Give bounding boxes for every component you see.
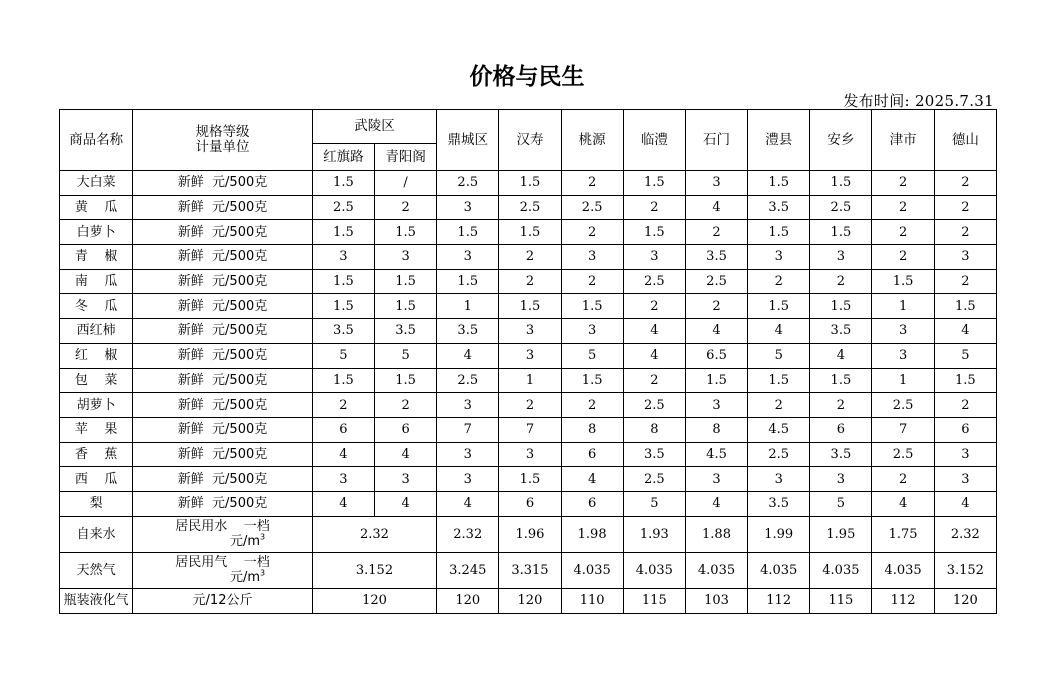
- price-cell: 4: [872, 491, 934, 516]
- price-cell: 1.5: [312, 269, 374, 294]
- item-name: [60, 343, 133, 368]
- item-spec-line1: 居民用气 一档: [175, 555, 270, 571]
- price-cell: 1.5: [312, 220, 374, 245]
- header-region: 安乡: [810, 110, 872, 171]
- price-cell: 1.5: [374, 368, 436, 393]
- price-cell: 3.5: [810, 442, 872, 467]
- price-cell: 6: [934, 417, 996, 442]
- table-row: [60, 319, 997, 344]
- price-cell: 5: [810, 491, 872, 516]
- price-cell: 4: [561, 467, 623, 492]
- price-cell: 4: [685, 195, 747, 220]
- price-cell: 1.5: [810, 220, 872, 245]
- price-cell: 2: [872, 467, 934, 492]
- price-cell: 1.5: [374, 269, 436, 294]
- price-cell: 3: [437, 195, 499, 220]
- price-cell: 2: [934, 220, 996, 245]
- price-cell: 2: [561, 393, 623, 418]
- table-row: [60, 417, 997, 442]
- price-cell: 2: [872, 220, 934, 245]
- item-spec: [133, 319, 313, 344]
- table-row: [60, 171, 997, 196]
- item-name-text: 西红柿: [76, 323, 116, 339]
- item-name-text: 苹 果: [74, 422, 118, 438]
- item-spec: [133, 245, 313, 270]
- price-cell: 3: [685, 467, 747, 492]
- price-cell: 3: [872, 343, 934, 368]
- price-cell: 2.5: [623, 393, 685, 418]
- item-name-text: 包 菜: [74, 372, 118, 388]
- price-cell: 4: [312, 442, 374, 467]
- price-cell: 3.5: [748, 491, 810, 516]
- price-cell: 2: [561, 171, 623, 196]
- price-cell: 1.75: [872, 516, 934, 552]
- price-cell: 2: [872, 195, 934, 220]
- price-cell: 1: [872, 294, 934, 319]
- item-spec: [133, 368, 313, 393]
- item-name: [60, 491, 133, 516]
- item-name: 天然气: [60, 552, 133, 588]
- price-cell: 4: [623, 319, 685, 344]
- price-cell: 2: [312, 393, 374, 418]
- price-cell: 4.035: [623, 552, 685, 588]
- item-spec-unit-sup: 3: [259, 532, 266, 542]
- item-spec-unit: 元/m: [229, 534, 260, 550]
- item-spec-text: 新鲜 元/500克: [177, 200, 268, 216]
- price-cell: 6: [312, 417, 374, 442]
- price-cell: 3: [872, 319, 934, 344]
- item-name: 自来水: [60, 516, 133, 552]
- price-cell: 4.035: [561, 552, 623, 588]
- item-name-text: 西 瓜: [74, 471, 118, 487]
- item-spec: [133, 442, 313, 467]
- price-cell: 3: [374, 245, 436, 270]
- price-cell: 2: [810, 393, 872, 418]
- item-spec-unit-sup: 3: [259, 568, 266, 578]
- price-cell: 2.5: [561, 195, 623, 220]
- price-cell: 7: [499, 417, 561, 442]
- price-cell: 1.5: [374, 294, 436, 319]
- price-cell: 4.035: [872, 552, 934, 588]
- price-cell: 1.93: [623, 516, 685, 552]
- price-cell: 4: [685, 319, 747, 344]
- price-table: [59, 109, 997, 614]
- price-cell: 1.5: [561, 368, 623, 393]
- price-cell: 1.5: [810, 171, 872, 196]
- price-cell: 3.315: [499, 552, 561, 588]
- price-cell: 2.5: [623, 269, 685, 294]
- header-name: 商品名称: [60, 110, 133, 171]
- header-region: 临澧: [623, 110, 685, 171]
- price-cell: 8: [623, 417, 685, 442]
- price-cell: 3: [810, 467, 872, 492]
- table-row: [60, 552, 997, 588]
- price-cell: 1.5: [623, 171, 685, 196]
- price-cell-wuling: 2.32: [312, 516, 436, 552]
- price-cell: 112: [748, 588, 810, 613]
- item-spec-line2: [133, 570, 312, 585]
- price-cell: 1.5: [623, 220, 685, 245]
- price-cell: 2.5: [748, 442, 810, 467]
- item-spec: [133, 294, 313, 319]
- price-cell: /: [374, 171, 436, 196]
- price-cell: 1: [437, 294, 499, 319]
- price-cell: 5: [748, 343, 810, 368]
- price-cell: 2.5: [872, 442, 934, 467]
- price-cell: 4.035: [810, 552, 872, 588]
- price-cell: 2: [934, 269, 996, 294]
- price-cell: 3: [312, 467, 374, 492]
- item-spec-text: 新鲜 元/500克: [177, 397, 268, 413]
- header-region: 津市: [872, 110, 934, 171]
- price-cell: 2.5: [312, 195, 374, 220]
- price-cell: 2.5: [810, 195, 872, 220]
- price-cell: 5: [374, 343, 436, 368]
- price-cell: 2.5: [623, 467, 685, 492]
- item-spec: [133, 269, 313, 294]
- price-cell: 120: [499, 588, 561, 613]
- item-name: [60, 220, 133, 245]
- item-spec: [133, 491, 313, 516]
- price-cell: 1.5: [748, 171, 810, 196]
- item-name: [60, 269, 133, 294]
- item-spec-line1: 居民用水 一档: [175, 519, 270, 535]
- item-spec-text: 新鲜 元/500克: [177, 471, 268, 487]
- price-cell: 6: [561, 491, 623, 516]
- item-name: 瓶装液化气: [60, 588, 133, 613]
- page-title: 价格与民生: [469, 64, 585, 90]
- price-cell: 1.5: [499, 294, 561, 319]
- item-name-text: 黄 瓜: [74, 200, 118, 216]
- item-spec-text: 新鲜 元/500克: [177, 348, 268, 364]
- price-cell: 1.5: [312, 368, 374, 393]
- price-cell: 4: [437, 491, 499, 516]
- header-spec: [133, 110, 313, 171]
- price-cell: 3: [499, 442, 561, 467]
- price-cell: 1.5: [748, 220, 810, 245]
- price-cell: 8: [561, 417, 623, 442]
- price-cell: 1.5: [934, 368, 996, 393]
- price-cell: 2: [623, 368, 685, 393]
- price-cell: 2: [374, 195, 436, 220]
- price-cell: 1.5: [748, 368, 810, 393]
- item-name: [60, 195, 133, 220]
- price-cell: 3: [748, 245, 810, 270]
- item-spec-line2: [133, 534, 312, 549]
- price-cell: 7: [872, 417, 934, 442]
- price-cell: 120: [437, 588, 499, 613]
- price-cell: 103: [685, 588, 747, 613]
- header-region: 汉寿: [499, 110, 561, 171]
- table-row: [60, 269, 997, 294]
- price-cell: 115: [623, 588, 685, 613]
- item-spec: [133, 516, 313, 552]
- item-spec-text: 新鲜 元/500克: [177, 446, 268, 462]
- price-cell: 4: [934, 491, 996, 516]
- price-cell: 3: [810, 245, 872, 270]
- table-row: [60, 467, 997, 492]
- item-name-text: 胡萝卜: [76, 397, 116, 413]
- price-cell: 7: [437, 417, 499, 442]
- price-cell: 6: [810, 417, 872, 442]
- header-hongqilu: 红旗路: [312, 144, 374, 171]
- price-cell: 1.5: [748, 294, 810, 319]
- price-cell: 3: [561, 245, 623, 270]
- price-cell: 1.5: [437, 269, 499, 294]
- item-spec-text: 新鲜 元/500克: [177, 175, 268, 191]
- item-spec: [133, 171, 313, 196]
- price-cell: 3: [934, 245, 996, 270]
- item-name: [60, 417, 133, 442]
- price-cell: 6: [499, 491, 561, 516]
- price-cell: 1.5: [810, 294, 872, 319]
- item-spec-text: 新鲜 元/500克: [177, 422, 268, 438]
- price-cell: 3: [374, 467, 436, 492]
- price-cell: 2: [623, 195, 685, 220]
- price-cell-wuling: 120: [312, 588, 436, 613]
- price-cell: 2.5: [499, 195, 561, 220]
- price-cell: 1.5: [872, 269, 934, 294]
- table-row: [60, 516, 997, 552]
- price-cell: 5: [623, 491, 685, 516]
- price-cell: 8: [685, 417, 747, 442]
- price-cell: 1.96: [499, 516, 561, 552]
- item-name: [60, 467, 133, 492]
- header-region: 石门: [685, 110, 747, 171]
- price-cell: 1.5: [561, 294, 623, 319]
- price-cell: 110: [561, 588, 623, 613]
- price-cell: 1.5: [499, 171, 561, 196]
- item-name: [60, 393, 133, 418]
- price-cell: 1.5: [312, 294, 374, 319]
- price-cell: 2.32: [437, 516, 499, 552]
- price-cell: 2: [499, 245, 561, 270]
- header-spec-line1: 规格等级: [195, 124, 250, 140]
- item-spec-unit: 元/m: [229, 570, 260, 586]
- item-spec-text: 新鲜 元/500克: [177, 249, 268, 265]
- price-cell: 6: [561, 442, 623, 467]
- price-cell: 3: [623, 245, 685, 270]
- price-cell: 1.5: [810, 368, 872, 393]
- price-cell: 2: [561, 269, 623, 294]
- price-cell: 1.5: [437, 220, 499, 245]
- price-cell: 3.5: [685, 245, 747, 270]
- item-spec: [133, 343, 313, 368]
- item-spec-text: 新鲜 元/500克: [177, 323, 268, 339]
- price-cell: 2: [748, 269, 810, 294]
- price-cell: 1.99: [748, 516, 810, 552]
- header-region: 鼎城区: [437, 110, 499, 171]
- item-spec: [133, 220, 313, 245]
- price-cell: 2: [810, 269, 872, 294]
- item-spec-text: 新鲜 元/500克: [177, 274, 268, 290]
- price-cell: 3.5: [437, 319, 499, 344]
- price-cell: 2: [499, 393, 561, 418]
- price-cell: 1.95: [810, 516, 872, 552]
- item-spec: [133, 393, 313, 418]
- price-cell: 4.035: [685, 552, 747, 588]
- price-cell: 3: [748, 467, 810, 492]
- item-name-text: 冬 瓜: [74, 298, 118, 314]
- price-cell: 3.245: [437, 552, 499, 588]
- price-cell: 4.5: [685, 442, 747, 467]
- price-cell: 1.5: [374, 220, 436, 245]
- price-cell: 3.152: [934, 552, 996, 588]
- table-row: [60, 393, 997, 418]
- item-name-text: 青 椒: [74, 249, 118, 265]
- header-region: 桃源: [561, 110, 623, 171]
- item-name: [60, 442, 133, 467]
- price-cell: 1.5: [499, 467, 561, 492]
- price-cell: 4: [685, 491, 747, 516]
- header-region: 德山: [934, 110, 996, 171]
- price-cell: 4: [374, 491, 436, 516]
- price-cell: 2: [934, 393, 996, 418]
- price-cell: 3.5: [623, 442, 685, 467]
- item-name: [60, 319, 133, 344]
- item-name-text: 梨: [89, 496, 103, 512]
- item-spec-text: 新鲜 元/500克: [177, 224, 268, 240]
- item-name: [60, 171, 133, 196]
- price-cell: 4: [374, 442, 436, 467]
- item-name: [60, 368, 133, 393]
- price-cell: 2: [748, 393, 810, 418]
- table-row: [60, 491, 997, 516]
- item-spec: [133, 195, 313, 220]
- item-spec: [133, 467, 313, 492]
- header-region: 澧县: [748, 110, 810, 171]
- price-cell: 1.98: [561, 516, 623, 552]
- price-cell: 2: [374, 393, 436, 418]
- price-cell: 115: [810, 588, 872, 613]
- price-cell: 4: [623, 343, 685, 368]
- table-row: [60, 195, 997, 220]
- price-cell: 3.5: [374, 319, 436, 344]
- header-spec-line2: 计量单位: [195, 139, 250, 155]
- price-cell: 4: [437, 343, 499, 368]
- price-cell: 3: [437, 467, 499, 492]
- price-cell: 2.5: [437, 171, 499, 196]
- price-cell: 2: [872, 245, 934, 270]
- table-row: [60, 245, 997, 270]
- item-name-text: 红 椒: [74, 348, 118, 364]
- price-cell: 3.5: [748, 195, 810, 220]
- price-cell: 3: [934, 442, 996, 467]
- price-cell: 1.5: [312, 171, 374, 196]
- header-qingyangge: 青阳阁: [374, 144, 436, 171]
- price-cell: 3: [499, 319, 561, 344]
- table-row: [60, 220, 997, 245]
- price-cell: 2.5: [685, 269, 747, 294]
- price-cell: 3: [685, 171, 747, 196]
- item-name: [60, 245, 133, 270]
- price-cell: 2: [934, 195, 996, 220]
- table-row: [60, 294, 997, 319]
- price-cell-wuling: 3.152: [312, 552, 436, 588]
- price-cell: 3: [437, 393, 499, 418]
- table-row: [60, 368, 997, 393]
- price-cell: 4.5: [748, 417, 810, 442]
- item-spec: [133, 552, 313, 588]
- price-cell: 2.5: [437, 368, 499, 393]
- price-cell: 6: [374, 417, 436, 442]
- item-spec: 元/12公斤: [133, 588, 313, 613]
- price-cell: 1: [872, 368, 934, 393]
- price-cell: 4: [810, 343, 872, 368]
- publish-date: 发布时间: 2025.7.31: [843, 92, 994, 110]
- price-cell: 1.5: [934, 294, 996, 319]
- price-cell: 5: [312, 343, 374, 368]
- item-spec-text: 新鲜 元/500克: [177, 298, 268, 314]
- table-row: [60, 588, 997, 613]
- price-cell: 4.035: [748, 552, 810, 588]
- price-cell: 3: [934, 467, 996, 492]
- price-cell: 2.32: [934, 516, 996, 552]
- header-wuling: 武陵区: [312, 110, 436, 144]
- price-cell: 2: [499, 269, 561, 294]
- item-spec-text: 新鲜 元/500克: [177, 496, 268, 512]
- price-cell: 5: [561, 343, 623, 368]
- price-cell: 120: [934, 588, 996, 613]
- price-cell: 2.5: [872, 393, 934, 418]
- price-cell: 3.5: [312, 319, 374, 344]
- item-spec: [133, 417, 313, 442]
- item-name-text: 白萝卜: [76, 224, 116, 240]
- price-cell: 2: [685, 220, 747, 245]
- price-cell: 1.5: [685, 368, 747, 393]
- price-cell: 3: [561, 319, 623, 344]
- price-cell: 2: [561, 220, 623, 245]
- item-name-text: 香 蕉: [74, 446, 118, 462]
- price-cell: 6.5: [685, 343, 747, 368]
- price-cell: 4: [312, 491, 374, 516]
- price-cell: 1.5: [499, 220, 561, 245]
- price-cell: 4: [748, 319, 810, 344]
- price-cell: 3.5: [810, 319, 872, 344]
- price-cell: 5: [934, 343, 996, 368]
- item-name-text: 大白菜: [76, 175, 116, 191]
- price-cell: 2: [685, 294, 747, 319]
- item-name-text: 南 瓜: [74, 274, 118, 290]
- item-spec-text: 新鲜 元/500克: [177, 372, 268, 388]
- price-cell: 3: [685, 393, 747, 418]
- price-cell: 1: [499, 368, 561, 393]
- item-name: [60, 294, 133, 319]
- price-cell: 3: [437, 442, 499, 467]
- table-row: [60, 442, 997, 467]
- price-cell: 3: [312, 245, 374, 270]
- table-row: [60, 343, 997, 368]
- price-cell: 112: [872, 588, 934, 613]
- price-cell: 1.88: [685, 516, 747, 552]
- price-cell: 2: [623, 294, 685, 319]
- price-cell: 2: [934, 171, 996, 196]
- price-cell: 3: [437, 245, 499, 270]
- price-cell: 3: [499, 343, 561, 368]
- price-cell: 2: [872, 171, 934, 196]
- price-cell: 4: [934, 319, 996, 344]
